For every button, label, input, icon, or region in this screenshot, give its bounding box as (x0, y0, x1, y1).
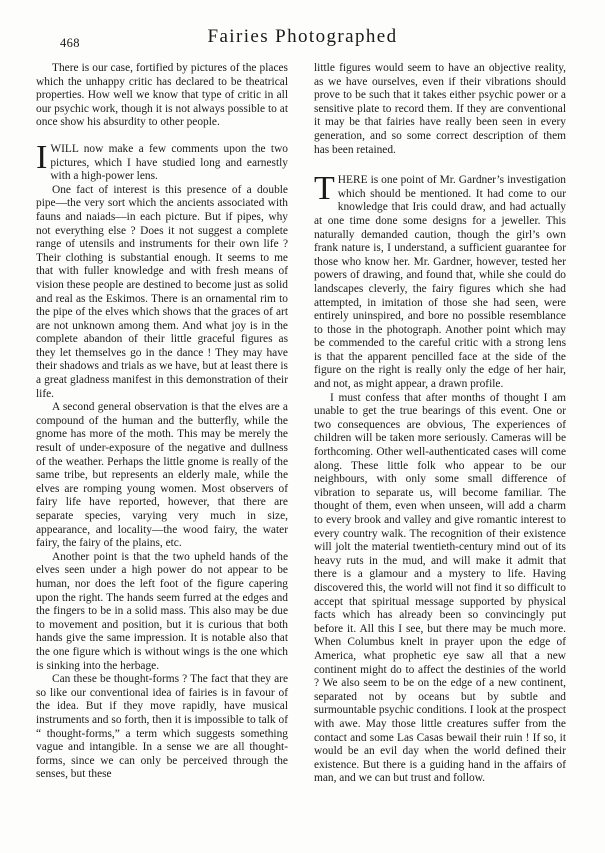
paragraph-body: is one point of Mr. Gardner’s investigation which should be mentioned. It had come to our knowledge that Iris could draw, and had actually at one time done some designs for a jeweller. This naturally demanded caution, though the girl’s own frank nature is, I understand, a sufficient guarantee for those who know her. Mr. Gardner, however, tested her powers of drawing, and found that, while she could do landscapes cleverly, the fairy figures which she had attempted, in imitation of those she had seen, were entirely uninspired, and bore no possible resemblance to those in the photograph. Another point which may be commended to the careful critic with a strong lens is that the apparent pencilled face at the side of the figure on the right is really only the edge of her hair, and not, as might appear, a drawn profile. (314, 174, 566, 391)
page-number: 468 (60, 36, 80, 50)
drop-capital: T (314, 170, 335, 208)
paragraph: Can these be thought-forms ? The fact that they are so like our conventional idea of fairies is in favour of the idea. But if they move rapidly, have musical instruments and so forth, then it is impossible to talk of “ thought-forms,” a term which suggests something vague and intangible. In a sense we are all thought-forms, since we can only be perceived through the senses, but these (36, 673, 288, 781)
left-column (36, 62, 288, 832)
paragraph: I must confess that after months of thought I am unable to get the true bearings of this event. One or two consequences are obvious, The experiences of children will be taken more seriously. Cameras will be forthcoming. Other well-authenticated cases will come along. These little folk who appear to be our neighbours, with only some small difference of vibration to separate us, will become familiar. The thought of them, even when unseen, will add a charm to every brook and valley and give romantic interest to every country walk. The recognition of their existence will jolt the material twentieth-century mind out of its heavy ruts in the mud, and will make it admit that there is a glamour and a mystery to life. Having discovered this, the world will not find it so difficult to accept that spiritual message supported by physical facts which has already been so convincingly put before it. All this I see, but there may be much more. When Columbus knelt in prayer upon the edge of America, what prophetic eye saw all that a new continent might do to affect the destinies of the world ? We also seem to be on the edge of a new continent, separated not by oceans but by subtle and surmountable psychic conditions. I look at the prospect with awe. May those little creatures suffer from the contact and some Las Casas bewail their ruin ! If so, it would be an evil day when the world defined their existence. But there is a guiding hand in the affairs of man, and we can but trust and follow. (314, 391, 566, 785)
paragraph: little figures would seem to have an objective reality, as we have ourselves, even if their vibrations should prove to be such that it takes either psychic power or a sensitive plate to record them. If they are conventional it may be that fairies have really been seen in every generation, and so some correct description of them has been retained. (314, 62, 566, 156)
paragraph: One fact of interest is this presence of a double pipe—the very sort which the ancients associated with fauns and naiads—in each picture. But if pipes, why not everything else ? Does it not suggest a complete range of utensils and instruments for their own life ? Their clothing is substantial enough. It seems to me that with fuller knowledge and with fresh means of vision these people are destined to become just as solid and real as the Eskimos. There is an ornamental rim to the pipe of the elves which shows that the graces of art are not unknown among them. And what joy is in the complete abandon of their little graceful figures as they let themselves go in the dance ! They may have their shadows and trials as we have, but at least there is a great gladness manifest in this demonstration of their life. (36, 183, 288, 400)
drop-capital: I (36, 138, 48, 176)
right-column (314, 62, 566, 832)
paragraph-dropcap (36, 138, 288, 184)
paragraph: There is our case, fortified by pictures of the places which the unhappy critic has declared to be theatrical properties. How well we know that type of critic in all our psychic work, though it is not always possible to at once show his absurdity to other people. (36, 62, 288, 129)
paragraph-spacer (36, 130, 288, 134)
paragraph-dropcap (314, 170, 566, 392)
paragraph: Another point is that the two upheld hands of the elves seen under a high power do not appear to be human, nor does the left foot of the figure capering upon the right. The hands seem furred at the edges and the fingers to be in a solid mass. This also may be due to movement and position, but it is curious that both hands give the same impression. It is notable also that the one figure which is without wings is the one which is sinking into the herbage. (36, 550, 288, 672)
paragraph: A second general observation is that the elves are a compound of the human and the butterfly, while the gnome has more of the moth. This may be merely the result of under-exposure of the negative and dullness of the weather. Perhaps the little gnome is really of the same tribe, but represents an elderly male, while the elves are romping young women. Most observers of fairy life have reported, however, that there are separate species, varying very much in size, appearance, and locality—the wood fairy, the water fairy, the fairy of the plains, etc. (36, 401, 288, 550)
paragraph-leadin: WILL (50, 142, 79, 155)
paragraph-spacer (314, 157, 566, 165)
page-header (36, 26, 569, 60)
running-title: Fairies Photographed (207, 26, 398, 47)
paragraph-leadin: HERE (337, 174, 368, 187)
paragraph-body: now make a few comments upon the two pictures, which I have studied long and earnestly with a high-power lens. (50, 142, 288, 183)
text-columns (36, 62, 569, 832)
